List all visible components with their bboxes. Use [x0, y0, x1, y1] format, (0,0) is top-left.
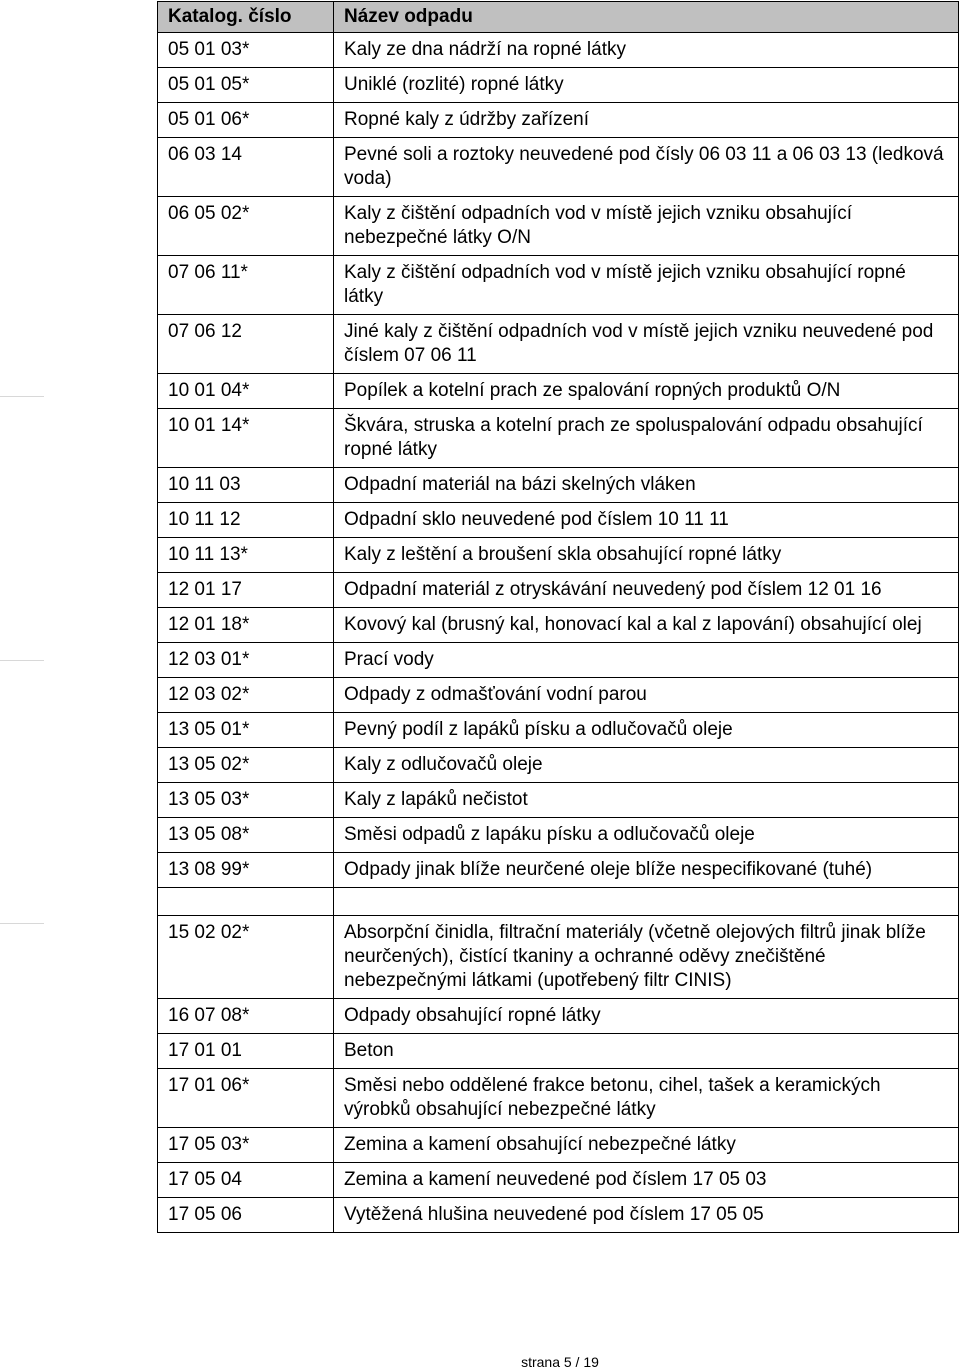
waste-name-cell: Odpadní materiál z otryskávání neuvedený pod číslem 12 01 16	[334, 573, 959, 608]
waste-name-cell: Kaly z leštění a broušení skla obsahující ropné látky	[334, 538, 959, 573]
waste-code-cell: 05 01 03*	[158, 33, 334, 68]
waste-code-cell: 12 01 18*	[158, 608, 334, 643]
waste-name-cell: Popílek a kotelní prach ze spalování ropných produktů O/N	[334, 374, 959, 409]
waste-code-cell: 10 01 04*	[158, 374, 334, 409]
waste-code-cell: 15 02 02*	[158, 916, 334, 999]
table-row	[158, 678, 959, 713]
waste-name-cell: Směsi odpadů z lapáku písku a odlučovačů oleje	[334, 818, 959, 853]
margin-mark	[0, 923, 44, 924]
table-row	[158, 138, 959, 197]
table-row	[158, 503, 959, 538]
waste-code-cell: 07 06 11*	[158, 256, 334, 315]
waste-name-cell: Zemina a kamení neuvedené pod číslem 17 05 03	[334, 1163, 959, 1198]
waste-name-cell: Zemina a kamení obsahující nebezpečné látky	[334, 1128, 959, 1163]
table-row	[158, 1034, 959, 1069]
margin-mark	[0, 660, 44, 661]
waste-name-cell: Odpady obsahující ropné látky	[334, 999, 959, 1034]
table-row	[158, 103, 959, 138]
waste-name-cell: Uniklé (rozlité) ropné látky	[334, 68, 959, 103]
waste-name-cell: Ropné kaly z údržby zařízení	[334, 103, 959, 138]
waste-code-cell	[158, 888, 334, 916]
table-row	[158, 888, 959, 916]
table-row	[158, 538, 959, 573]
waste-code-cell: 13 05 02*	[158, 748, 334, 783]
waste-code-cell: 13 05 01*	[158, 713, 334, 748]
table-row	[158, 916, 959, 999]
table-row	[158, 374, 959, 409]
table-row	[158, 1069, 959, 1128]
table-row	[158, 33, 959, 68]
waste-code-cell: 10 11 03	[158, 468, 334, 503]
table-row	[158, 197, 959, 256]
table-row	[158, 783, 959, 818]
table-row	[158, 468, 959, 503]
waste-name-cell: Kaly ze dna nádrží na ropné látky	[334, 33, 959, 68]
waste-code-cell: 05 01 06*	[158, 103, 334, 138]
table-row	[158, 1128, 959, 1163]
waste-code-cell: 17 05 04	[158, 1163, 334, 1198]
waste-name-cell: Odpadní sklo neuvedené pod číslem 10 11 11	[334, 503, 959, 538]
waste-name-cell: Kaly z čištění odpadních vod v místě jejich vzniku obsahující nebezpečné látky O/N	[334, 197, 959, 256]
waste-code-cell: 12 03 02*	[158, 678, 334, 713]
table-row	[158, 713, 959, 748]
waste-catalog-table	[157, 1, 959, 1233]
table-header-row	[158, 2, 959, 33]
waste-name-cell: Pevný podíl z lapáků písku a odlučovačů oleje	[334, 713, 959, 748]
waste-name-cell: Kovový kal (brusný kal, honovací kal a kal z lapování) obsahující olej	[334, 608, 959, 643]
waste-name-cell	[334, 888, 959, 916]
waste-code-cell: 17 01 01	[158, 1034, 334, 1069]
waste-name-cell: Absorpční činidla, filtrační materiály (včetně olejových filtrů jinak blíže neurčených), čistící tkaniny a ochranné oděvy znečištěné nebezpečnými látkami (upotřebený filtr CINIS)	[334, 916, 959, 999]
waste-name-cell: Odpady jinak blíže neurčené oleje blíže nespecifikované (tuhé)	[334, 853, 959, 888]
waste-name-cell: Kaly z odlučovačů oleje	[334, 748, 959, 783]
waste-code-cell: 16 07 08*	[158, 999, 334, 1034]
waste-code-cell: 13 08 99*	[158, 853, 334, 888]
waste-name-cell: Kaly z čištění odpadních vod v místě jejich vzniku obsahující ropné látky	[334, 256, 959, 315]
waste-name-cell: Odpadní materiál na bázi skelných vláken	[334, 468, 959, 503]
waste-code-cell: 05 01 05*	[158, 68, 334, 103]
waste-code-cell: 12 01 17	[158, 573, 334, 608]
table-row	[158, 1163, 959, 1198]
waste-name-cell: Směsi nebo oddělené frakce betonu, cihel, tašek a keramických výrobků obsahující nebezpečné látky	[334, 1069, 959, 1128]
waste-code-cell: 10 01 14*	[158, 409, 334, 468]
waste-code-cell: 06 05 02*	[158, 197, 334, 256]
table-row	[158, 256, 959, 315]
table-row	[158, 818, 959, 853]
waste-code-cell: 13 05 03*	[158, 783, 334, 818]
waste-name-cell: Pevné soli a roztoky neuvedené pod čísly 06 03 11 a 06 03 13 (ledková voda)	[334, 138, 959, 197]
waste-code-cell: 10 11 12	[158, 503, 334, 538]
waste-code-cell: 17 01 06*	[158, 1069, 334, 1128]
table-body	[158, 33, 959, 1233]
table-row	[158, 999, 959, 1034]
page-number: strana 5 / 19	[521, 1354, 599, 1370]
waste-code-cell: 06 03 14	[158, 138, 334, 197]
table-row	[158, 643, 959, 678]
table-row	[158, 409, 959, 468]
header-code: Katalog. číslo	[158, 2, 334, 33]
waste-name-cell: Odpady z odmašťování vodní parou	[334, 678, 959, 713]
waste-code-cell: 17 05 06	[158, 1198, 334, 1233]
waste-name-cell: Jiné kaly z čištění odpadních vod v místě jejich vzniku neuvedené pod číslem 07 06 11	[334, 315, 959, 374]
table-row	[158, 573, 959, 608]
waste-name-cell: Prací vody	[334, 643, 959, 678]
waste-name-cell: Beton	[334, 1034, 959, 1069]
waste-name-cell: Vytěžená hlušina neuvedené pod číslem 17 05 05	[334, 1198, 959, 1233]
waste-code-cell: 17 05 03*	[158, 1128, 334, 1163]
table-row	[158, 315, 959, 374]
header-name: Název odpadu	[334, 2, 959, 33]
waste-name-cell: Škvára, struska a kotelní prach ze spoluspalování odpadu obsahující ropné látky	[334, 409, 959, 468]
table-row	[158, 1198, 959, 1233]
waste-code-cell: 10 11 13*	[158, 538, 334, 573]
waste-code-cell: 12 03 01*	[158, 643, 334, 678]
waste-code-cell: 07 06 12	[158, 315, 334, 374]
waste-code-cell: 13 05 08*	[158, 818, 334, 853]
table-row	[158, 748, 959, 783]
table-row	[158, 68, 959, 103]
table-row	[158, 608, 959, 643]
margin-mark	[0, 396, 44, 397]
waste-name-cell: Kaly z lapáků nečistot	[334, 783, 959, 818]
table-row	[158, 853, 959, 888]
